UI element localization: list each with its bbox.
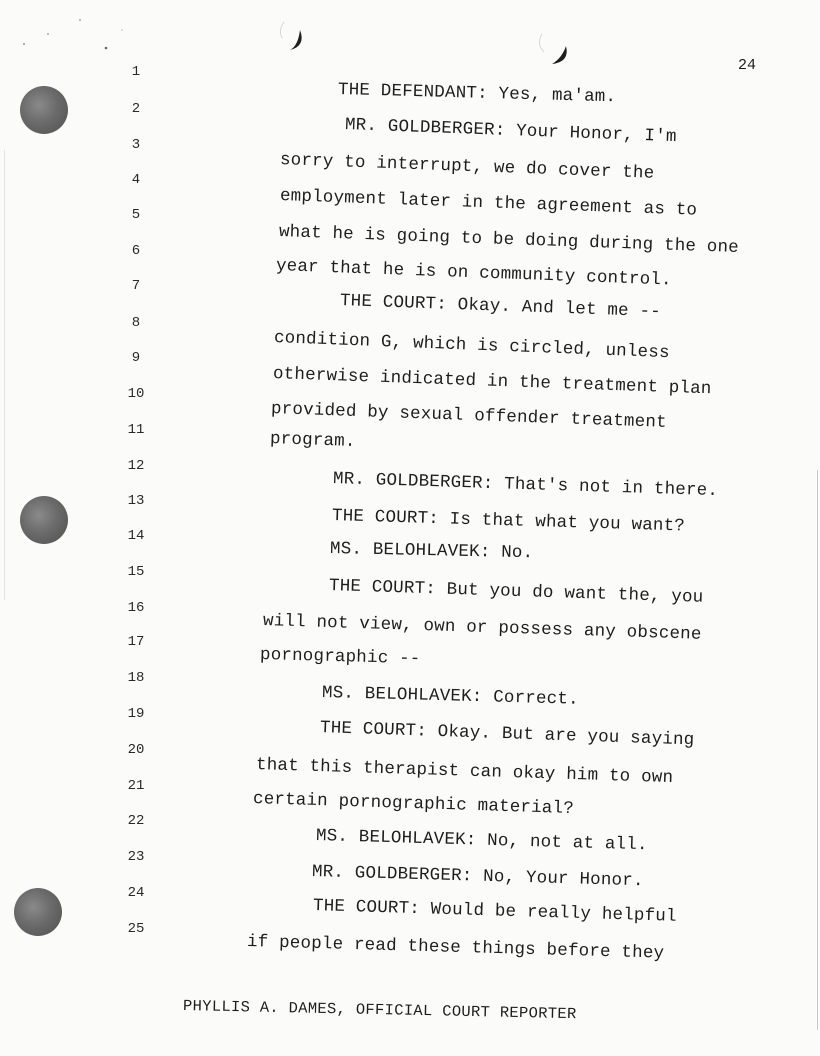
- page-edge: [4, 150, 5, 600]
- transcript-line: MS. BELOHLAVEK: No, not at all.: [315, 826, 648, 856]
- transcript-line: THE COURT: But you do want the, you: [328, 576, 704, 608]
- line-number: 24: [127, 885, 145, 901]
- transcript-line: otherwise indicated in the treatment plan: [272, 364, 712, 400]
- transcript-line: program.: [269, 429, 356, 452]
- transcript-line: sorry to interrupt, we do cover the: [279, 150, 655, 184]
- line-number: 8: [131, 315, 141, 331]
- line-number: 5: [131, 207, 141, 223]
- line-number: 7: [131, 278, 141, 294]
- transcript-line: employment later in the agreement as to: [279, 186, 698, 221]
- punch-hole: [14, 888, 62, 936]
- scan-mark: [536, 30, 580, 70]
- line-number: 9: [131, 350, 141, 366]
- line-number: 20: [127, 742, 145, 758]
- scan-mark: [276, 20, 316, 56]
- transcript-line: MR. GOLDBERGER: Your Honor, I'm: [344, 115, 677, 148]
- transcript-line: year that he is on community control.: [275, 256, 673, 291]
- line-number: 16: [127, 600, 145, 616]
- transcript-line: what he is going to be doing during the one: [278, 222, 740, 259]
- punch-hole: [20, 496, 68, 544]
- line-number: 12: [127, 458, 145, 474]
- court-reporter-footer: PHYLLIS A. DAMES, OFFICIAL COURT REPORTER: [182, 997, 577, 1024]
- line-number: 6: [131, 243, 141, 259]
- transcript-line: will not view, own or possess any obscene: [262, 611, 702, 645]
- scan-speckles: [18, 8, 138, 54]
- transcript-line: provided by sexual offender treatment: [270, 399, 668, 433]
- line-number: 23: [127, 849, 145, 865]
- line-number: 21: [127, 778, 145, 794]
- line-number: 25: [127, 921, 145, 937]
- line-number: 15: [127, 564, 145, 580]
- transcript-line: THE COURT: Would be really helpful: [312, 896, 677, 927]
- transcript-line: pornographic --: [259, 645, 421, 670]
- line-number: 4: [131, 172, 141, 188]
- transcript-line: THE COURT: Okay. But are you saying: [319, 718, 695, 751]
- punch-hole: [20, 86, 68, 134]
- transcript-line: THE COURT: Is that what you want?: [331, 506, 686, 537]
- page-edge: [817, 470, 818, 1030]
- line-number: 13: [127, 493, 145, 509]
- line-number: 14: [127, 528, 145, 544]
- line-number: 10: [127, 386, 145, 402]
- transcript-line: MR. GOLDBERGER: No, Your Honor.: [311, 862, 644, 892]
- line-number: 2: [131, 101, 141, 117]
- transcript-line: if people read these things before they: [246, 932, 665, 964]
- transcript-line: MS. BELOHLAVEK: No.: [329, 539, 534, 564]
- transcript-line: THE DEFENDANT: Yes, ma'am.: [337, 80, 617, 108]
- line-number: 3: [131, 137, 141, 153]
- page-number: 24: [737, 57, 756, 74]
- transcript-line: MS. BELOHLAVEK: Correct.: [321, 683, 580, 710]
- line-number: 22: [127, 813, 145, 829]
- line-number: 19: [127, 706, 145, 722]
- line-number: 11: [127, 422, 145, 438]
- line-number: 1: [131, 64, 141, 80]
- transcript-line: condition G, which is circled, unless: [273, 328, 671, 364]
- transcript-line: MR. GOLDBERGER: That's not in there.: [332, 469, 719, 502]
- transcript-line: that this therapist can okay him to own: [255, 755, 674, 789]
- transcript-line: THE COURT: Okay. And let me --: [339, 291, 662, 323]
- line-number: 17: [127, 634, 145, 650]
- transcript-line: certain pornographic material?: [252, 789, 575, 820]
- line-number: 18: [127, 670, 145, 686]
